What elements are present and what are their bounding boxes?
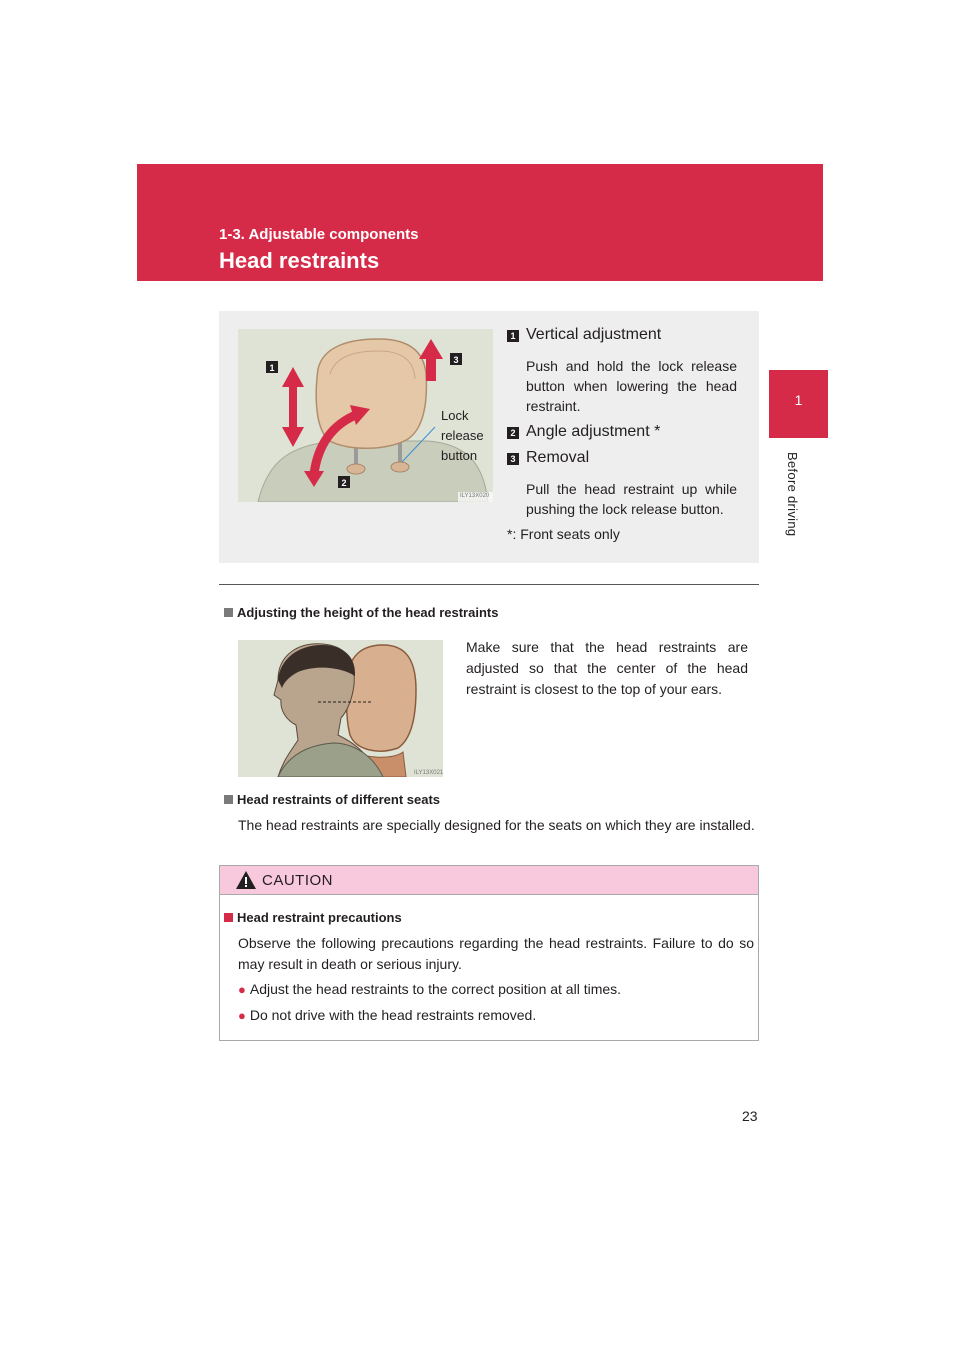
heading-adjusting-height <box>224 605 498 620</box>
head-restraint-height-illustration <box>238 640 443 777</box>
square-bullet-icon <box>224 795 233 804</box>
warning-icon <box>235 870 257 890</box>
caution-bullet-item <box>238 979 621 1000</box>
lock-release-callout <box>441 406 484 466</box>
item-desc-vertical-adjustment: Push and hold the lock release button when lowering the head restraint. <box>526 358 737 414</box>
item-title-vertical-adjustment: Vertical adjustment <box>526 326 662 343</box>
page-number: 23 <box>742 1108 758 1124</box>
caution-subheading <box>224 910 402 925</box>
caution-bullet-text: Do not drive with the head restraints removed. <box>249 1007 537 1023</box>
caution-text: Observe the following precautions regarding the head restraints. Failure to do so may result in death or serious injury. <box>238 935 754 972</box>
heading-text: Adjusting the height of the head restraints <box>237 605 499 620</box>
item-desc-removal: Pull the head restraint up while pushing the lock release button. <box>526 481 737 517</box>
svg-text:2: 2 <box>341 478 347 488</box>
height-instruction: Make sure that the head restraints are adjusted so that the center of the head restraint is closest to the top of your ears. <box>466 639 748 697</box>
caution-subheading-text: Head restraint precautions <box>237 910 402 925</box>
heading-text: Head restraints of different seats <box>237 792 441 807</box>
chapter-number: 1 <box>794 392 803 408</box>
callout-line-2: release <box>441 428 484 443</box>
square-bullet-icon <box>224 608 233 617</box>
item-number-badge: 2 <box>507 427 519 439</box>
caution-bullet-item <box>238 1005 536 1026</box>
seats-text: The head restraints are specially designed for the seats on which they are installed. <box>238 817 755 833</box>
page-title: Head restraints <box>219 248 380 273</box>
item-title-removal: Removal <box>526 449 590 466</box>
section-label: 1-3. Adjustable components <box>219 226 419 243</box>
callout-line-1: Lock <box>441 408 469 423</box>
caution-bullet-text: Adjust the head restraints to the correct position at all times. <box>249 981 622 997</box>
bullet-dot-icon: ● <box>238 982 246 997</box>
caution-title: CAUTION <box>262 872 333 889</box>
square-bullet-icon <box>224 913 233 922</box>
svg-text:1: 1 <box>269 363 275 373</box>
callout-line-3: button <box>441 448 478 463</box>
chapter-label: Before driving <box>785 452 800 537</box>
item-number-badge: 3 <box>507 453 519 465</box>
bullet-dot-icon: ● <box>238 1008 246 1023</box>
figure-code: ILY13X020 <box>460 493 490 499</box>
heading-different-seats <box>224 792 440 807</box>
divider <box>219 584 759 585</box>
item-number-badge: 1 <box>507 330 519 342</box>
figure-code: ILY13X021 <box>414 770 444 776</box>
item-title-angle-adjustment: Angle adjustment * <box>526 423 661 440</box>
svg-text:3: 3 <box>453 355 459 365</box>
footnote: *: Front seats only <box>507 526 620 542</box>
